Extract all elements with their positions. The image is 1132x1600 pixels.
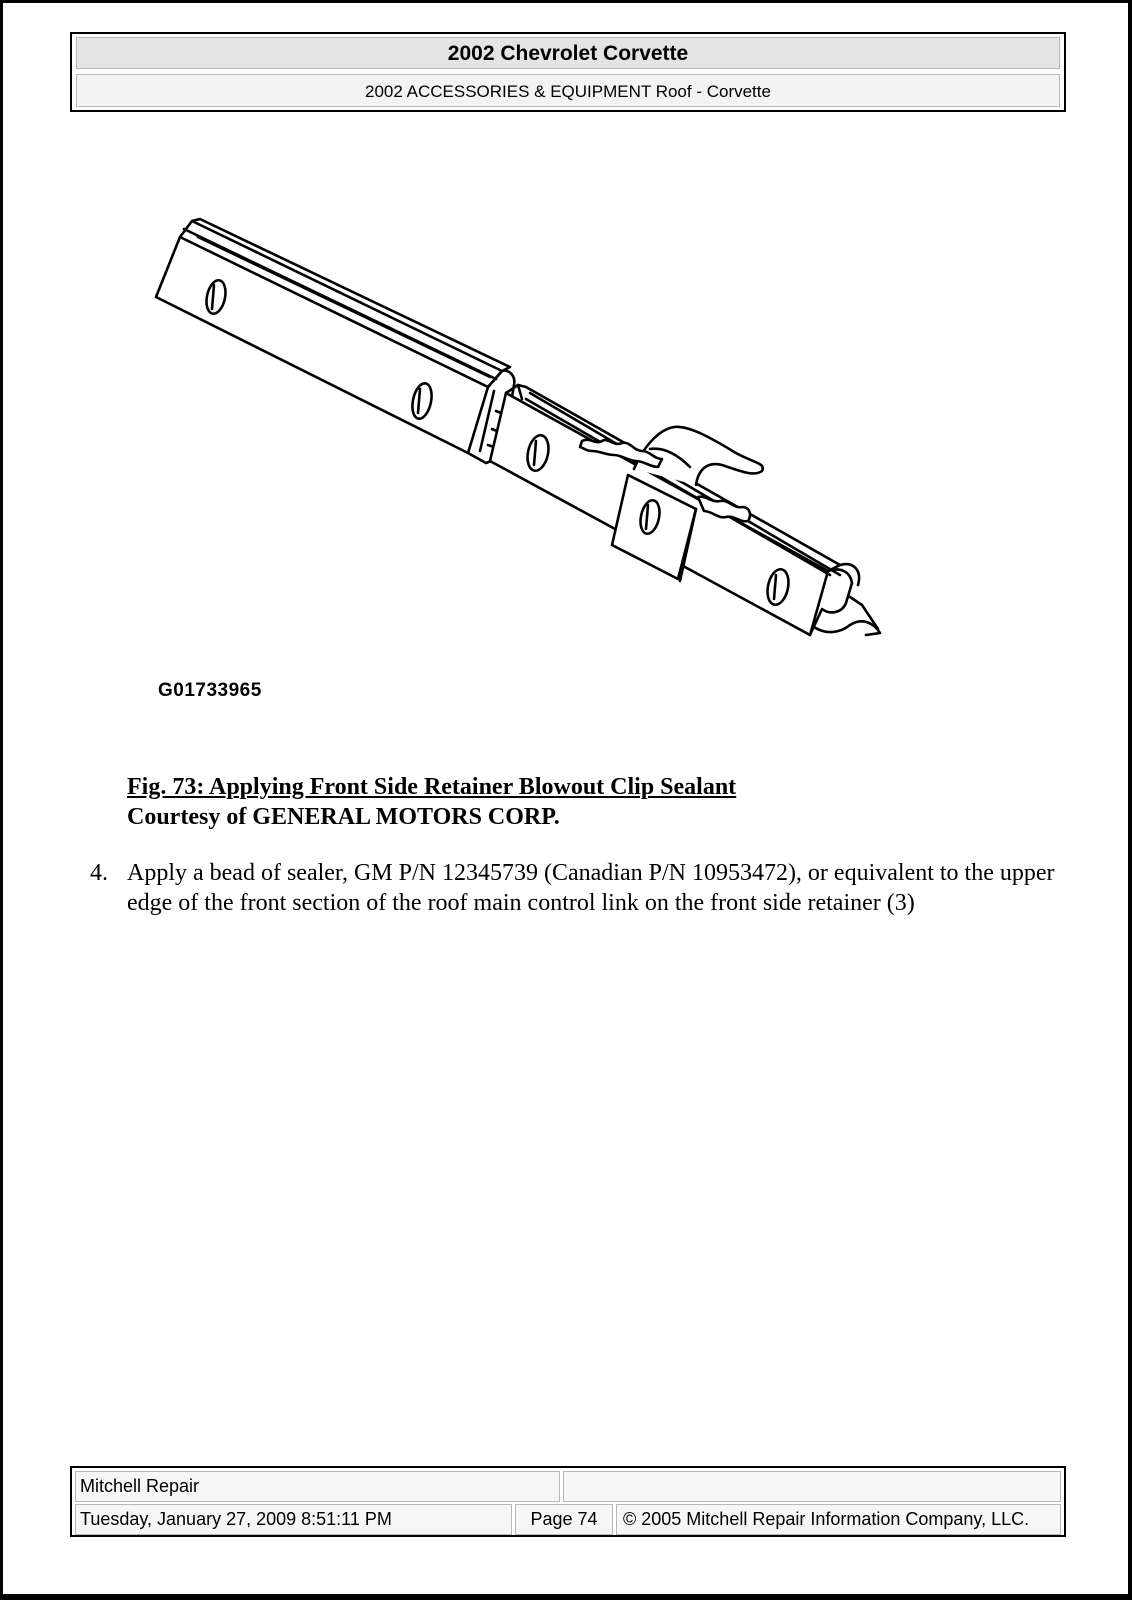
page-footer — [70, 1466, 1066, 1537]
footer-copyright: © 2005 Mitchell Repair Information Company, LLC. — [616, 1504, 1061, 1535]
footer-empty-cell — [563, 1471, 1061, 1502]
figure-courtesy: Courtesy of GENERAL MOTORS CORP. — [127, 804, 560, 830]
footer-brand: Mitchell Repair — [75, 1471, 560, 1502]
page-header — [70, 32, 1066, 112]
figure-caption-title: Fig. 73: Applying Front Side Retainer Blowout Clip Sealant — [127, 774, 737, 800]
step-number: 4. — [90, 860, 108, 886]
section-subtitle: 2002 ACCESSORIES & EQUIPMENT Roof - Corvette — [76, 74, 1060, 107]
footer-datetime: Tuesday, January 27, 2009 8:51:11 PM — [75, 1504, 512, 1535]
vehicle-title: 2002 Chevrolet Corvette — [76, 37, 1060, 69]
rear-retainer-front-face — [156, 237, 488, 453]
figure-image-id: G01733965 — [158, 680, 262, 701]
front-side-retainer-illustration — [150, 215, 910, 675]
footer-page-number: Page 74 — [515, 1504, 613, 1535]
figure-caption — [127, 772, 736, 832]
step-text: Apply a bead of sealer, GM P/N 12345739 (Canadian P/N 10953472), or equivalent to the upper edge of the front section of the roof main control link on the front side retainer (3) — [127, 860, 1055, 916]
